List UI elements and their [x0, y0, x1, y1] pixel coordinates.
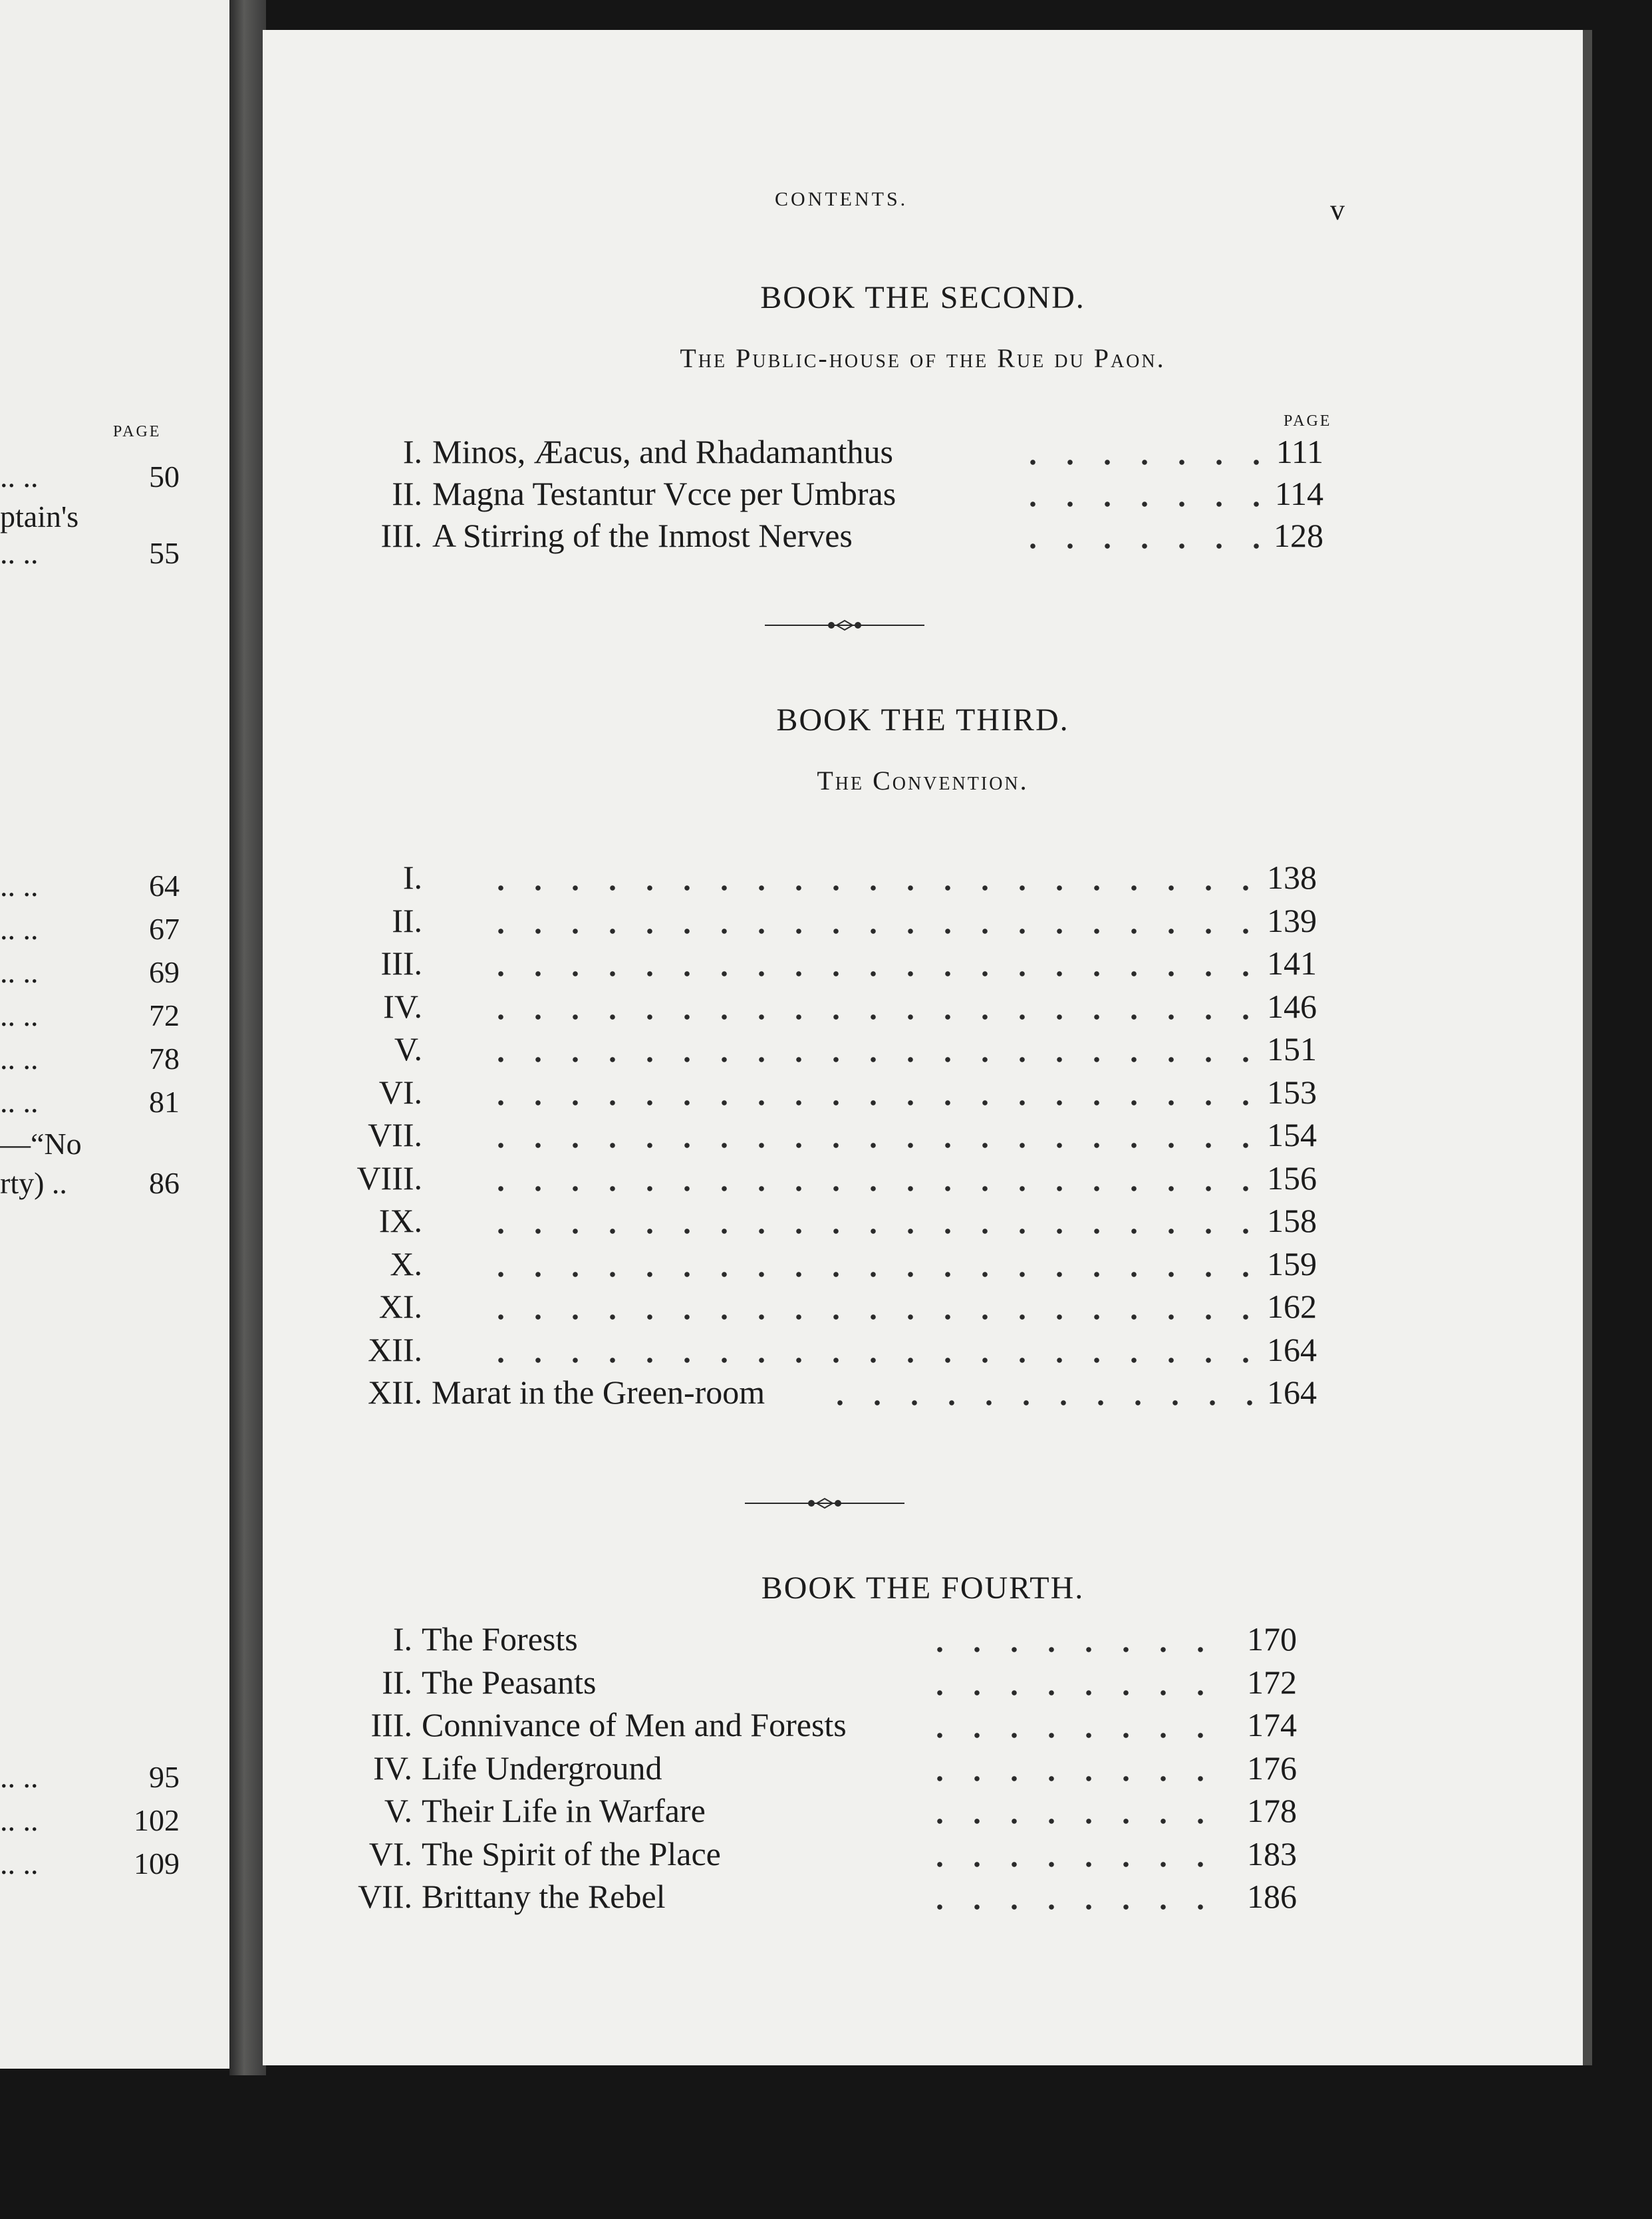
toc-entry: [263, 1073, 1583, 1115]
left-row-fragment: rty) ..: [0, 1166, 67, 1200]
left-toc-row: [0, 911, 219, 951]
left-page: [0, 0, 229, 2069]
left-row-page: 78: [149, 1042, 180, 1076]
left-toc-row: [0, 1041, 219, 1081]
chapter-page: 128: [1274, 517, 1323, 554]
chapter-page: 141: [1267, 945, 1317, 982]
left-toc-row: [0, 1759, 219, 1799]
chapter-page: 111: [1276, 433, 1323, 470]
chapter-page: 176: [1247, 1749, 1297, 1787]
toc-entry: [263, 1663, 1583, 1705]
chapter-title: Marat in the Green-room: [432, 1374, 765, 1411]
dot-leader: [482, 1185, 1254, 1192]
chapter-page: 156: [1267, 1159, 1317, 1197]
chapter-number: VII.: [368, 1116, 422, 1153]
chapter-number: I.: [402, 859, 422, 896]
toc-entry: [263, 1287, 1583, 1330]
dot-leader: [921, 1775, 1234, 1782]
chapter-page: 174: [1247, 1706, 1297, 1743]
section-title: BOOK THE THIRD.: [776, 702, 1069, 738]
book-gutter: [229, 0, 266, 2075]
dot-leader: [482, 1314, 1254, 1320]
left-row-fragment: .. ..: [0, 1803, 39, 1837]
toc-entry: [263, 1877, 1583, 1920]
chapter-page: 159: [1267, 1245, 1317, 1282]
left-row-fragment: .. ..: [0, 998, 39, 1032]
toc-entry: [263, 1159, 1583, 1201]
chapter-page: 164: [1267, 1374, 1317, 1411]
dot-leader: [482, 928, 1254, 935]
chapter-title: Minos, Æacus, and Rhadamanthus: [432, 433, 893, 470]
left-row-page: 50: [149, 460, 180, 494]
left-row-page: 109: [134, 1847, 180, 1880]
toc-entry: [263, 1030, 1583, 1072]
chapter-page: 154: [1267, 1116, 1317, 1153]
chapter-page: 151: [1267, 1030, 1317, 1068]
chapter-number: XI.: [378, 1288, 422, 1325]
section-subtitle: The Public-house of the Rue du Paon.: [680, 343, 1166, 373]
dot-leader: [921, 1904, 1234, 1910]
left-toc-row: [0, 1165, 219, 1205]
chapter-number: II.: [392, 901, 422, 939]
chapter-page: 178: [1247, 1792, 1297, 1829]
chapter-page: 158: [1267, 1202, 1317, 1239]
chapter-page: 172: [1247, 1663, 1297, 1701]
toc-entry: [263, 1835, 1583, 1877]
chapter-number: VII.: [358, 1878, 412, 1915]
left-row-page: 67: [149, 912, 180, 946]
chapter-number: VI.: [378, 1073, 422, 1111]
chapter-page: 153: [1267, 1073, 1317, 1111]
chapter-page: 164: [1267, 1330, 1317, 1368]
chapter-number: V.: [394, 1030, 422, 1068]
toc-entry: [263, 987, 1583, 1030]
chapter-number: VI.: [368, 1835, 412, 1872]
left-row-fragment: .. ..: [0, 536, 39, 570]
chapter-title: Life Underground: [422, 1749, 662, 1787]
dot-leader: [482, 1056, 1254, 1063]
left-row-page: 102: [134, 1803, 180, 1837]
chapter-title: The Forests: [422, 1620, 578, 1658]
left-toc-row: [0, 459, 219, 499]
chapter-title: Magna Testantur Vcce per Umbras: [432, 475, 896, 512]
toc-entry: [263, 432, 1583, 475]
chapter-number: II.: [392, 475, 422, 512]
left-toc-row: [0, 1803, 219, 1843]
chapter-page: 138: [1267, 859, 1317, 896]
left-toc-row: [0, 499, 219, 539]
left-row-fragment: ptain's: [0, 500, 79, 533]
chapter-title: Connivance of Men and Forests: [422, 1706, 847, 1743]
toc-entry: [263, 1791, 1583, 1834]
section-title: BOOK THE SECOND.: [760, 280, 1085, 315]
chapter-number: II.: [382, 1663, 412, 1701]
toc-entry: [263, 1201, 1583, 1244]
left-toc-row: [0, 1846, 219, 1886]
chapter-title: The Peasants: [422, 1663, 597, 1701]
left-row-page: 81: [149, 1085, 180, 1119]
dot-leader: [921, 1818, 1234, 1825]
dot-leader: [921, 1646, 1234, 1653]
left-toc-row: [0, 955, 219, 994]
dot-leader: [1014, 459, 1260, 466]
left-row-fragment: .. ..: [0, 1085, 39, 1119]
chapter-page: 139: [1267, 901, 1317, 939]
chapter-number: III.: [380, 517, 422, 554]
chapter-number: XII.: [368, 1374, 422, 1411]
left-toc-row: [0, 998, 219, 1038]
chapter-number: III.: [370, 1706, 412, 1743]
toc-entry: [263, 474, 1583, 517]
chapter-title: Brittany the Rebel: [422, 1878, 666, 1915]
toc-entry: [263, 1705, 1583, 1748]
left-row-fragment: .. ..: [0, 955, 39, 989]
dot-leader: [1014, 501, 1260, 508]
dot-leader: [921, 1732, 1234, 1739]
left-row-page: 69: [149, 955, 180, 989]
left-row-page: 86: [149, 1166, 180, 1200]
toc-entry: [263, 901, 1583, 944]
toc-entry: [263, 516, 1583, 559]
chapter-page: 114: [1274, 475, 1323, 512]
dot-leader: [482, 1142, 1254, 1149]
left-row-fragment: .. ..: [0, 869, 39, 903]
chapter-page: 146: [1267, 987, 1317, 1025]
left-page-label: PAGE: [113, 423, 162, 440]
dot-leader: [482, 1228, 1254, 1235]
toc-entry: [263, 944, 1583, 986]
left-toc-row: [0, 1126, 219, 1166]
chapter-number: VIII.: [356, 1159, 422, 1197]
dot-leader: [482, 885, 1254, 891]
left-row-page: 55: [149, 536, 180, 570]
left-row-fragment: .. ..: [0, 912, 39, 946]
chapter-number: III.: [380, 945, 422, 982]
toc-entry: [263, 858, 1583, 901]
chapter-title: Their Life in Warfare: [422, 1792, 706, 1829]
dot-leader: [482, 970, 1254, 977]
section-subtitle: The Convention.: [817, 766, 1029, 796]
chapter-title: The Spirit of the Place: [422, 1835, 721, 1872]
chapter-number: IX.: [378, 1202, 422, 1239]
chapter-page: 162: [1267, 1288, 1317, 1325]
chapter-number: I.: [402, 433, 422, 470]
dot-leader: [482, 1357, 1254, 1364]
toc-entry: [263, 1749, 1583, 1791]
left-toc-row: [0, 868, 219, 908]
chapter-page: 186: [1247, 1878, 1297, 1915]
toc-entry: [263, 1115, 1583, 1158]
toc-entry: [263, 1245, 1583, 1287]
dot-leader: [482, 1014, 1254, 1020]
section-title: BOOK THE FOURTH.: [761, 1570, 1085, 1606]
dot-leader: [482, 1271, 1254, 1278]
dot-leader: [821, 1400, 1254, 1406]
left-toc-row: [0, 535, 219, 575]
chapter-number: IV.: [383, 987, 422, 1025]
left-toc-row: [0, 1084, 219, 1124]
running-header: CONTENTS.: [775, 188, 908, 210]
left-row-fragment: .. ..: [0, 1760, 39, 1794]
left-row-fragment: —“No: [0, 1127, 82, 1161]
page-column-label: PAGE: [1284, 412, 1332, 430]
section-divider-ornament: [765, 615, 924, 635]
right-page: [263, 30, 1592, 2065]
chapter-number: V.: [384, 1792, 412, 1829]
left-row-page: 95: [149, 1760, 180, 1794]
left-row-fragment: .. ..: [0, 1847, 39, 1880]
toc-entry: [263, 1373, 1583, 1415]
dot-leader: [921, 1690, 1234, 1696]
dot-leader: [921, 1861, 1234, 1868]
chapter-number: IV.: [373, 1749, 412, 1787]
left-row-page: 72: [149, 998, 180, 1032]
chapter-number: X.: [390, 1245, 422, 1282]
chapter-number: XII.: [368, 1330, 422, 1368]
toc-entry: [263, 1620, 1583, 1662]
chapter-page: 183: [1247, 1835, 1297, 1872]
left-row-fragment: .. ..: [0, 1042, 39, 1076]
page-folio: v: [1330, 194, 1345, 226]
dot-leader: [1014, 543, 1260, 549]
left-row-page: 64: [149, 869, 180, 903]
dot-leader: [482, 1100, 1254, 1106]
chapter-title: A Stirring of the Inmost Nerves: [432, 517, 853, 554]
left-row-fragment: .. ..: [0, 460, 39, 494]
toc-entry: [263, 1330, 1583, 1373]
section-divider-ornament: [745, 1493, 904, 1513]
chapter-number: I.: [392, 1620, 412, 1658]
chapter-page: 170: [1247, 1620, 1297, 1658]
